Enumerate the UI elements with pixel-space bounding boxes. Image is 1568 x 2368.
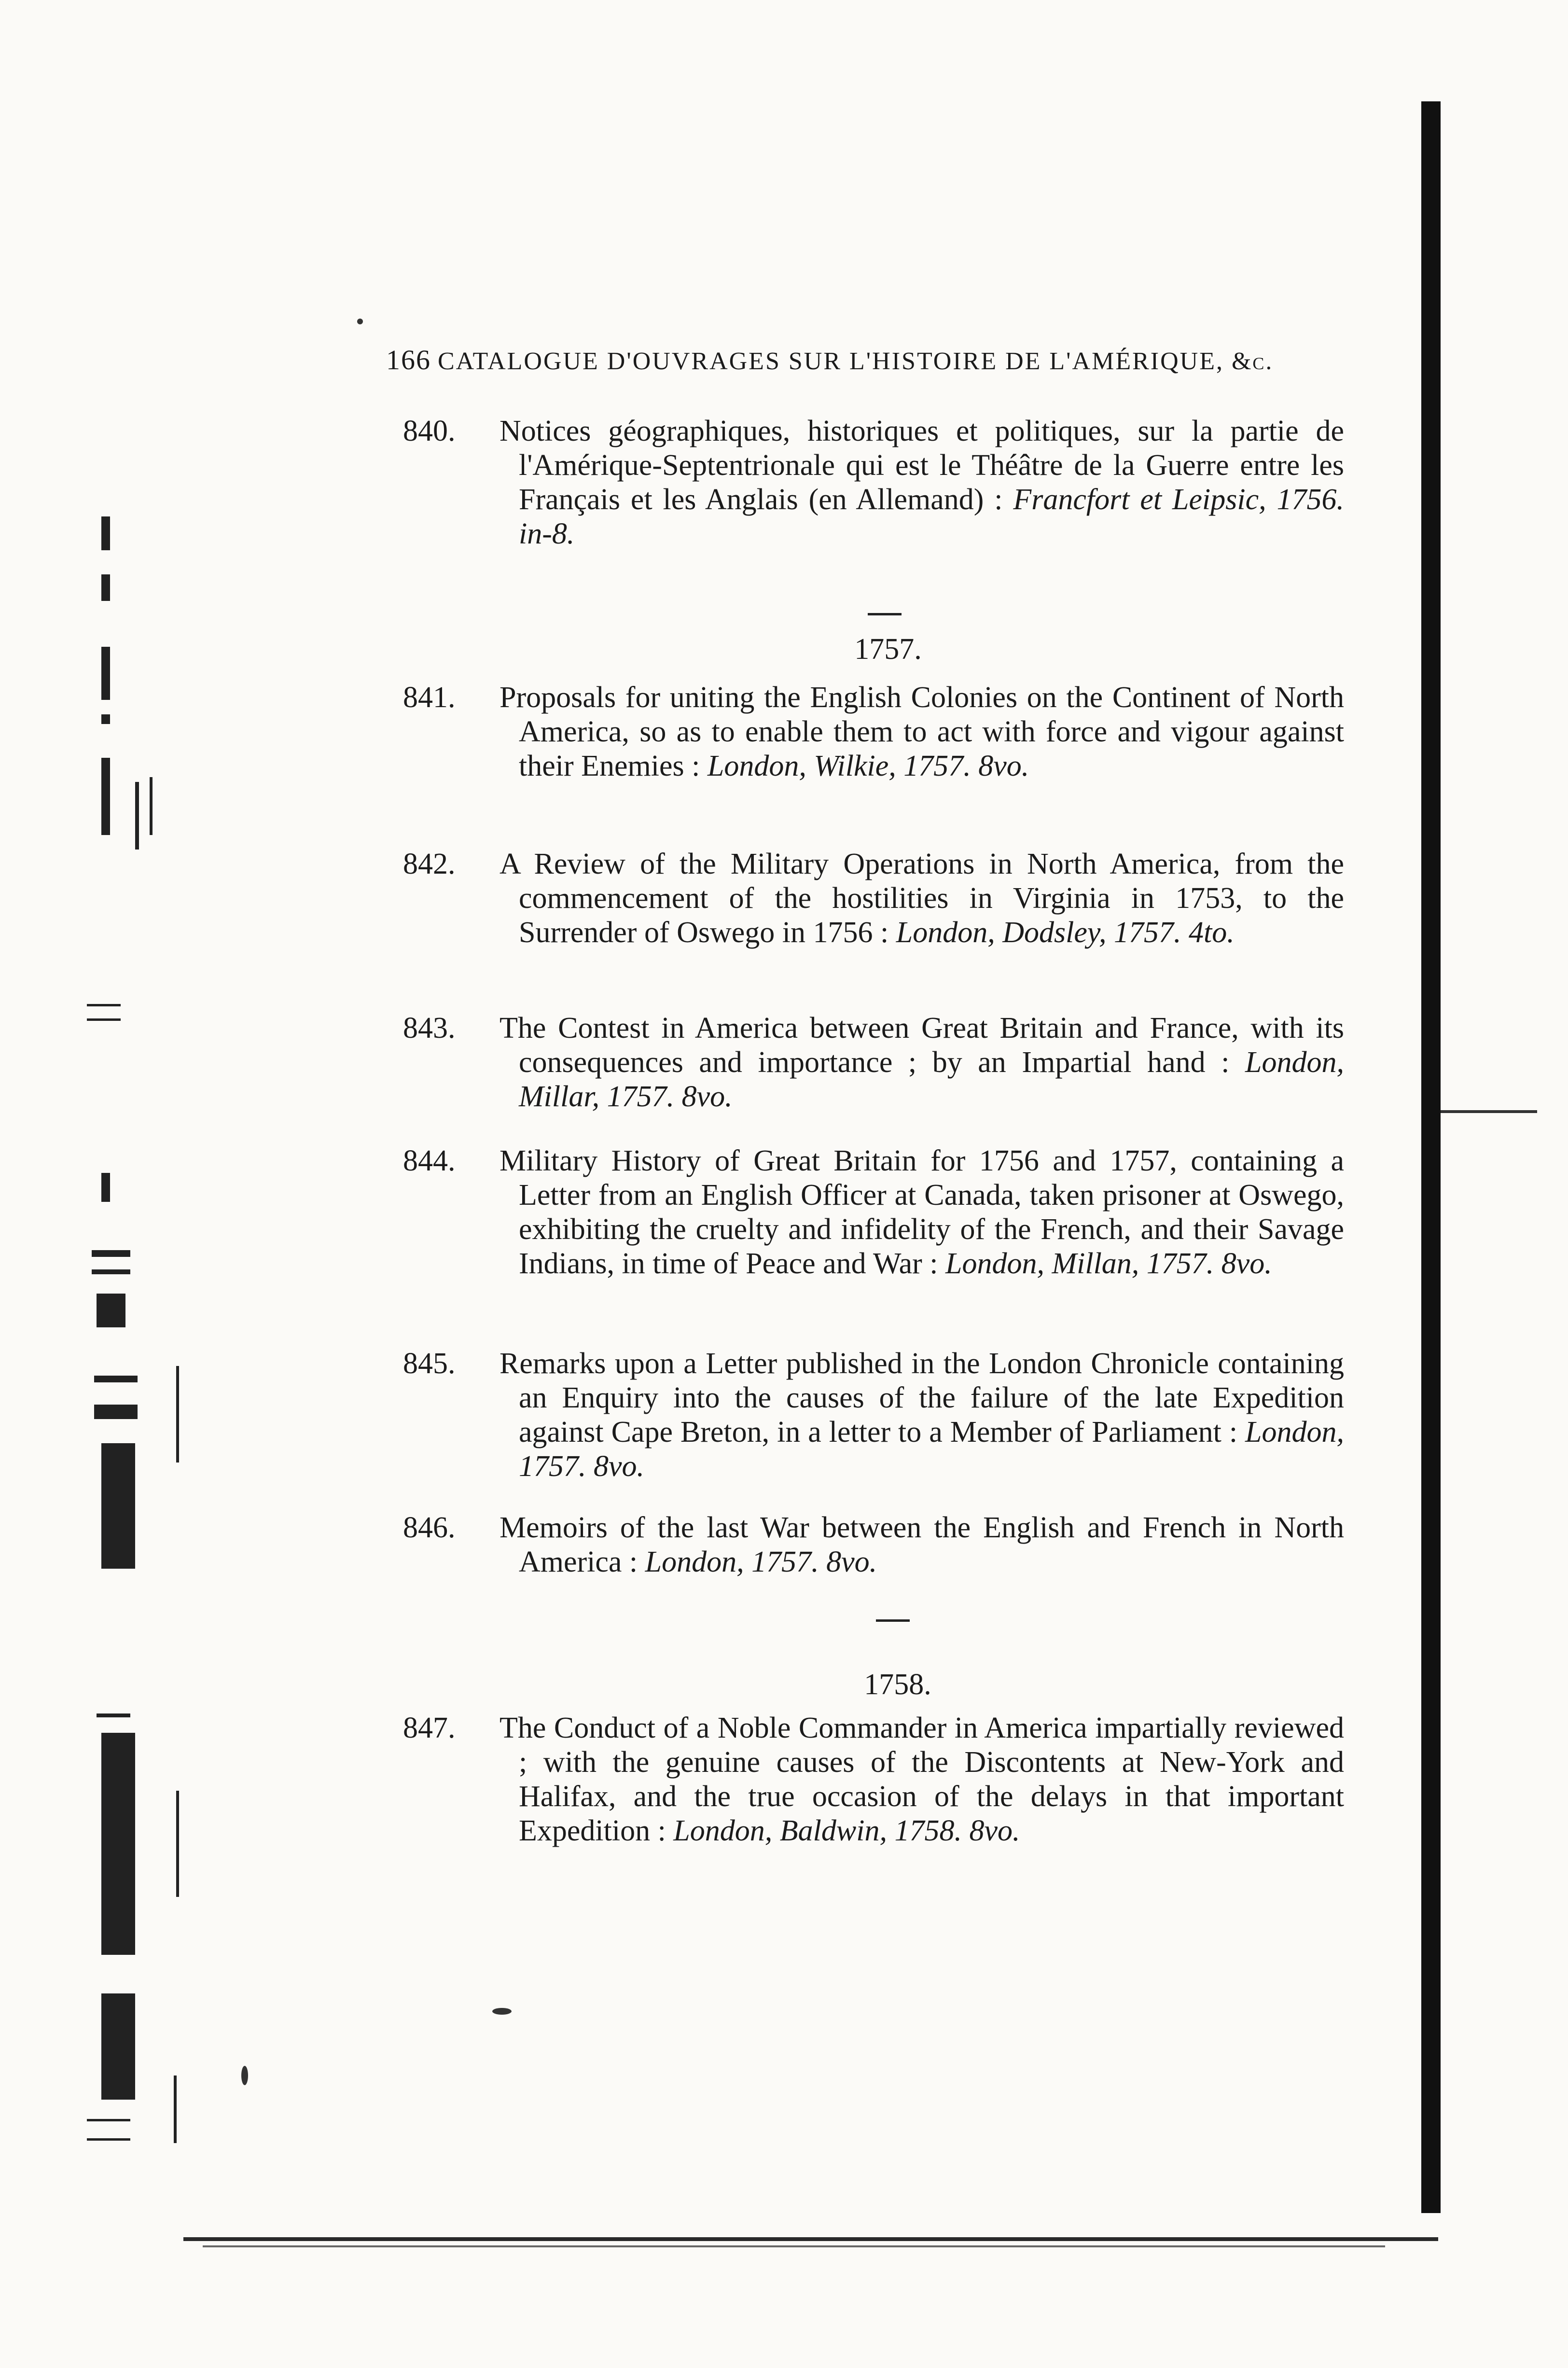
entry-title: Memoirs of the last War between the English and French in North America : bbox=[500, 1511, 1344, 1578]
entry-title: Proposals for uniting the English Colonies on the Continent of North America, so as to enable them to act with force and vigour against their Enemies : bbox=[500, 681, 1344, 782]
scan-edge-artifacts bbox=[72, 72, 217, 2220]
catalogue-entry bbox=[403, 414, 1344, 551]
ink-speck bbox=[241, 2066, 248, 2085]
entry-imprint: Francfort et Leipsic, 1756. in-8. bbox=[519, 483, 1344, 550]
ink-speck bbox=[357, 319, 363, 324]
running-head bbox=[386, 344, 1424, 376]
entry-title: Notices géographiques, historiques et politiques, sur la partie de l'Amérique-Septentrionale qui est le Théâtre de la Guerre entre les Français et les Anglais (en Allemand) : bbox=[500, 415, 1344, 516]
entry-title: Remarks upon a Letter published in the London Chronicle containing an Enquiry into the causes of the failure of the late Expedition against Cape Breton, in a letter to a Member of Parliament : bbox=[500, 1347, 1344, 1449]
catalogue-entry bbox=[403, 681, 1344, 783]
section-dash bbox=[876, 1619, 910, 1622]
entry-imprint: London, Wilkie, 1757. 8vo. bbox=[707, 750, 1029, 782]
catalogue-entry bbox=[403, 1511, 1344, 1579]
catalogue-entry bbox=[403, 847, 1344, 950]
entry-title: The Conduct of a Noble Commander in America impartially reviewed ; with the genuine causes of the Discontents at New-York and Halifax, and the true occasion of the delays in that important Expedition : bbox=[500, 1712, 1344, 1847]
entry-imprint: London, Baldwin, 1758. 8vo. bbox=[673, 1814, 1020, 1847]
entry-number: 843. bbox=[403, 1012, 456, 1045]
entry-number: 840. bbox=[403, 415, 456, 447]
entry-number: 842. bbox=[403, 848, 456, 880]
entry-number: 841. bbox=[403, 681, 456, 714]
entry-number: 846. bbox=[403, 1511, 456, 1544]
scan-bottom-edge-2 bbox=[203, 2245, 1385, 2247]
entry-imprint: London, 1757. 8vo. bbox=[645, 1546, 877, 1578]
scan-mark bbox=[1441, 1110, 1537, 1113]
entry-title: The Contest in America between Great Britain and France, with its consequences and importance ; by an Impartial hand : bbox=[500, 1012, 1344, 1079]
entry-number: 844. bbox=[403, 1144, 456, 1177]
catalogue-entry bbox=[403, 1711, 1344, 1848]
catalogue-entry bbox=[403, 1347, 1344, 1484]
catalogue-entry bbox=[403, 1144, 1344, 1281]
section-dash bbox=[868, 613, 902, 615]
entry-imprint: London, 1757. 8vo. bbox=[519, 1416, 1344, 1483]
entry-title: A Review of the Military Operations in North America, from the commencement of the hostilities in Virginia in 1753, to the Surrender of Oswego in 1756 : bbox=[500, 848, 1344, 949]
year-heading: 1758. bbox=[864, 1668, 931, 1701]
entry-imprint: London, Dodsley, 1757. 4to. bbox=[896, 916, 1235, 949]
scan-bottom-edge bbox=[183, 2237, 1438, 2241]
running-title: CATALOGUE D'OUVRAGES SUR L'HISTOIRE DE L'AMÉRIQUE, &c. bbox=[438, 348, 1274, 375]
year-heading: 1757. bbox=[854, 633, 922, 666]
scan-right-edge bbox=[1421, 101, 1441, 2213]
entry-imprint: London, Millan, 1757. 8vo. bbox=[945, 1247, 1272, 1280]
entry-number: 847. bbox=[403, 1712, 456, 1744]
ink-speck bbox=[492, 2008, 512, 2015]
catalogue-entry bbox=[403, 1011, 1344, 1114]
page-number: 166 bbox=[386, 344, 431, 376]
entry-title: Military History of Great Britain for 1756 and 1757, containing a Letter from an English Officer at Canada, taken prisoner at Oswego, exhibiting the cruelty and infidelity of the French, and their Savage Indians, in time of Peace and War : bbox=[500, 1144, 1344, 1280]
entry-number: 845. bbox=[403, 1347, 456, 1380]
entry-imprint: London, Millar, 1757. 8vo. bbox=[519, 1046, 1344, 1113]
